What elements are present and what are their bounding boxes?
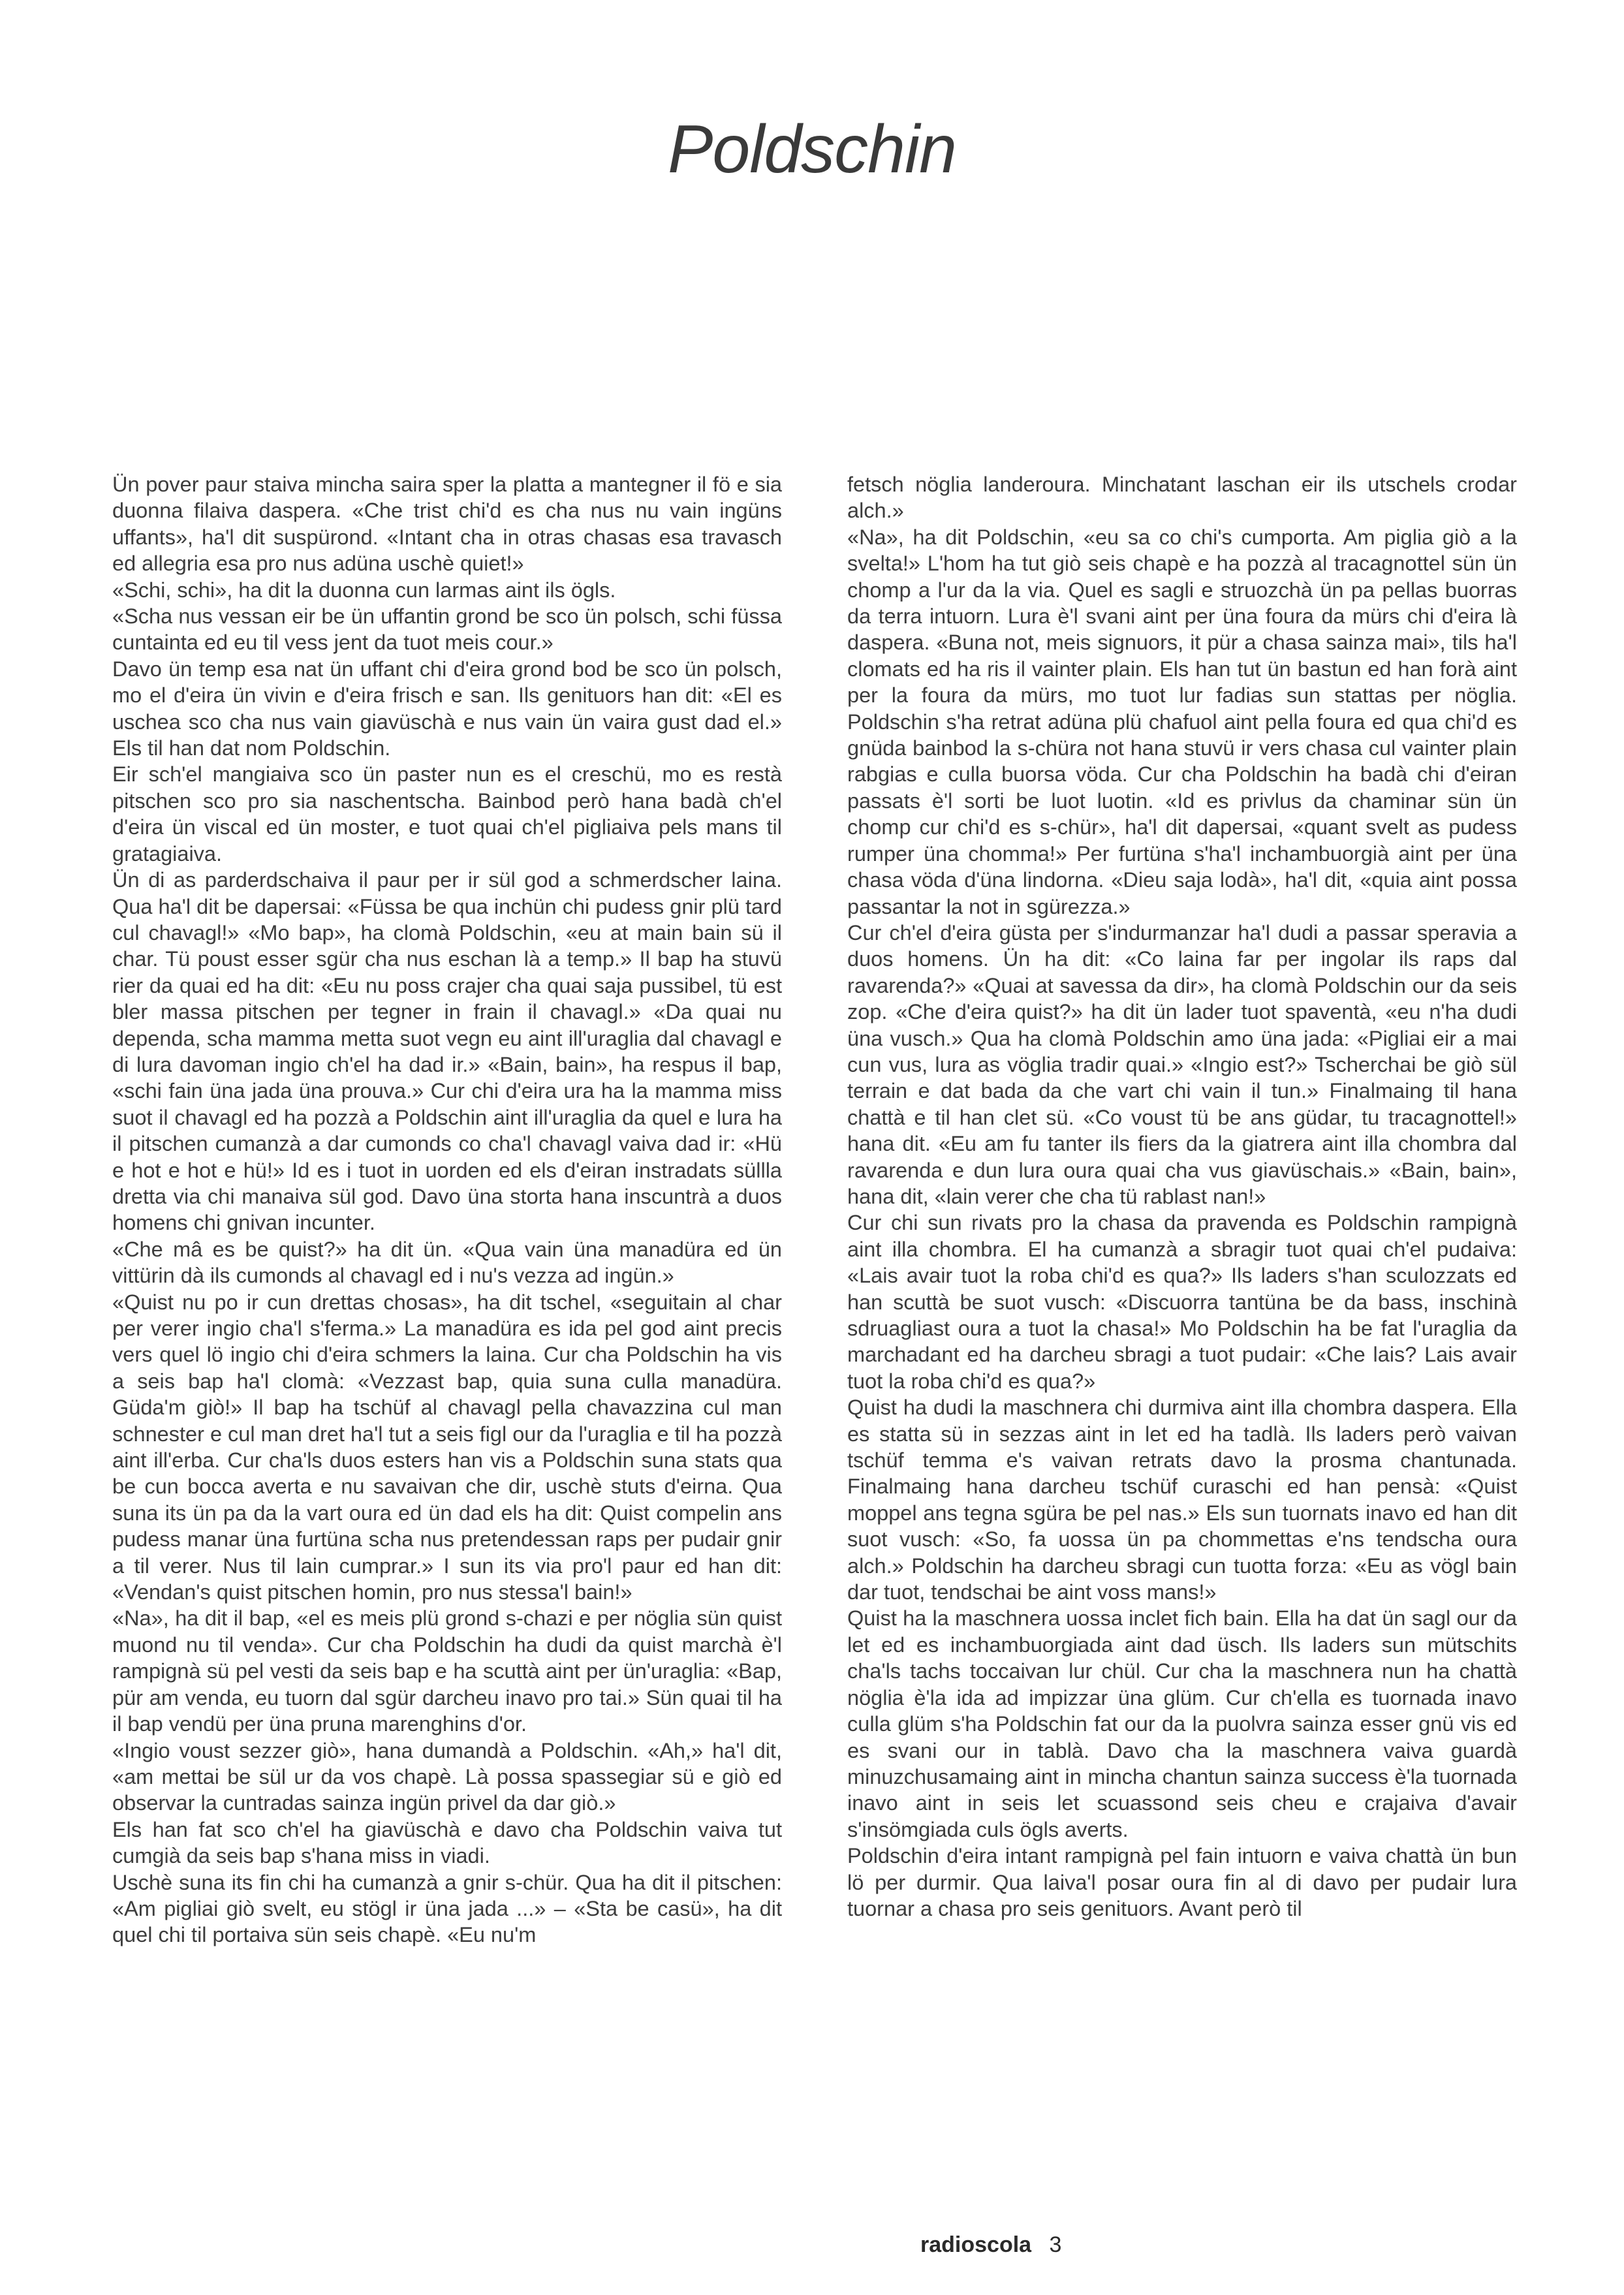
publication-name: radioscola <box>920 2232 1032 2257</box>
paragraph: Ün pover paur staiva mincha saira sper la platta a mantegner il fö e sia duonna filaiva daspera. «Che trist chi'd es cha nus nu vain ingüns uffants», ha'l dit suspürond. «Intant cha in otras chasas esa travasch ed allegria esa pro nus adüna uschè quiet!» <box>112 473 782 576</box>
paragraph: Els han fat sco ch'el ha giavüschà e davo cha Poldschin vaiva tut cumgià da seis bap s'hana miss in viadi. <box>112 1817 782 1868</box>
paragraph: «Ingio voust sezzer giò», hana dumandà a Poldschin. «Ah,» ha'l dit, «am mettai be sül ur da vos chapè. Là possa spassegiar sü e giò ed observar la cuntradas sainza ingün privel da dar giò.» <box>112 1738 782 1815</box>
paragraph: «Schi, schi», ha dit la duonna cun larmas aint ils ögls. <box>112 578 616 602</box>
paragraph: Quist ha la maschnera uossa inclet fich bain. Ella ha dat ün sagl our da let ed es inchambuorgiada aint dad üsch. Ils laders sun mütschits cha'ls tachs toccaivan lur chül. Cur cha la maschnera nun ha chattà nöglia è'la ida ad impizzar üna glüm. Cur ch'ella es tuornada inavo culla glüm s'ha Poldschin fat our da la puolvra sainza esser gnü vis ed es svani our in tablà. Davo cha la maschnera vaiva guardà minuzchusamaing aint in mincha chantun sainza success è'la tuornada inavo aint in seis let scuassond seis cheu e crajaiva d'avair s'insömgiada culs ögls averts. <box>847 1606 1517 1841</box>
paragraph: «Na», ha dit il bap, «el es meis plü grond s-chazi e per nöglia sün quist muond nu til venda». Cur cha Poldschin ha dudi da quist marchà è'l rampignà sü pel vesti da seis bap e ha scuttà aint per ün'uraglia: «Bap, pür am venda, eu tuorn dal sgür darcheu inavo pro tai.» Sün quai til ha il bap vendü per üna pruna marenghins d'or. <box>112 1606 782 1736</box>
paragraph: «Quist nu po ir cun drettas chosas», ha dit tschel, «seguitain al char per verer ingio cha'l s'ferma.» La manadüra es ida pel god aint precis vers quel lö ingio chi d'eira schmers la laina. Cur cha Poldschin ha vis a seis bap ha'l clomà: «Vezzast bap, quia suna culla manadüra. Güda'm giò!» Il bap ha tschüf al chavagl pella chavazzina cul man schnester e cul man dret ha'l tut a seis figl our da l'uraglia e til ha pozzà aint ill'erba. Cur cha'ls duos esters han vis a Poldschin suna stats qua be cun bocca averta e nu savaivan che dir, uschè stuts d'eirna. Qua suna its ün pa da la vart oura ed ün dad els ha dit: Quist compelin ans pudess manar üna furtüna scha nus pretendessan raps per pudair gnir a til verer. Nus til lain cumprar.» I sun its via pro'l paur ed han dit: «Vendan's quist pitschen homin, pro nus stessa'l bain!» <box>112 1290 782 1604</box>
page-footer <box>920 2232 1061 2258</box>
text-column-right <box>847 471 1517 1922</box>
paragraph: Eir sch'el mangiaiva sco ün paster nun es el creschü, mo es restà pitschen sco pro sia naschentscha. Bainbod però hana badà ch'el d'eira ün viscal ed ün moster, e tuot quai ch'el pigliaiva pels mans til gratagiaiva. <box>112 762 782 866</box>
paragraph: «Che mâ es be quist?» ha dit ün. «Qua vain üna manadüra ed ün vittürin dà ils cumonds al chavagl ed i nu's vezza ad ingün.» <box>112 1237 782 1288</box>
paragraph: «Na», ha dit Poldschin, «eu sa co chi's cumporta. Am piglia giò a la svelta!» L'hom ha tut giò seis chapè e ha pozzà al tracagnottel sün ün chomp a l'ur da la via. Quel es sagli e struozchà ün pa pellas buorras da terra intuorn. Lura è'l svani aint per üna foura da mürs chi d'eira là daspera. «Buna not, meis signuors, it pür a chasa sainza mai», tils ha'l clomats ed ha ris il vainter plain. Els han tut ün bastun ed han forà aint per la foura da mürs, mo tuot lur fadias sun stattas per nöglia. Poldschin s'ha retrat adüna plü chafuol aint pella foura ed qua chi'd es gnüda bainbod la s-chüra not hana stuvü ir vers chasa cul vainter plain rabgias e culla buorsa vöda. Cur cha Poldschin ha badà chi d'eiran passats è'l sorti be luot luotin. «Id es privlus da chaminar sün ün chomp cur chi'd es s-chür», ha'l dit dapersai, «quant svelt as pudess rumper üna chomma!» Per furtüna s'ha'l inchambuorgià aint per üna chasa vöda d'üna lindorna. «Dieu saja lodà», ha'l dit, «quia aint possa passantar la not in sgürezza.» <box>847 525 1517 918</box>
paragraph: Davo ün temp esa nat ün uffant chi d'eira grond bod be sco ün polsch, mo el d'eira ün vivin e d'eira frisch e san. Ils genituors han dit: «El es uschea sco cha nus vain giavüschà e nus vain ün vaira gust dad el.» Els til han dat nom Poldschin. <box>112 657 782 760</box>
paragraph: Cur ch'el d'eira güsta per s'indurmanzar ha'l dudi a passar speravia a duos homens. Ün ha dit: «Co laina far per ingolar ils raps dal ravarenda?» «Quai at savessa da dir», ha clomà Poldschin our da seis zop. «Che d'eira quist?» ha dit ün lader tuot spaventà, «eu n'ha dudi üna vusch.» Qua ha clomà Poldschin amo üna jada: «Pigliai eir a mai cun vus, lura as vöglia tradir quai.» «Ingio est?» Tscherchai be giò sül terrain e dat bada da che vart chi vain il tun.» Finalmaing til hana chattà e til han clet sü. «Co voust tü be ans güdar, tu tracagnottel!» hana dit. «Eu am fu tanter ils fiers da la giatrera aint illa chombra dal ravarenda e dun lura oura quai cha vus giavüschais.» «Bain, bain», hana dit, «lain verer che cha tü rablast nan!» <box>847 920 1517 1208</box>
paragraph: Ün di as parderdschaiva il paur per ir sül god a schmerdscher laina. Qua ha'l dit be dapersai: «Füssa be qua inchün chi pudess gnir plü tard cul chavagl!» «Mo bap», ha clomà Poldschin, «eu at main bain sü il char. Tü poust esser sgür cha nus eschan là a temp.» Il bap ha stuvü rier da quai ed ha dit: «Eu nu poss crajer cha quai saja pussibel, tü est bler massa pitschen per tegner in frain il chavagl.» «Da quai nu dependa, scha mamma metta suot vegn eu aint ill'uraglia dal chavagl e di lura davoman ingio ch'el ha dad ir.» «Bain, bain», ha respus il bap, «schi fain üna jada üna prouva.» Cur chi d'eira ura ha la mamma miss suot il chavagl ed ha pozzà a Poldschin aint ill'uraglia da quel e lura ha il pitschen cumanzà a dar cumonds co cha'l chavagl vaiva dad ir: «Hü e hot e hot e hü!» Id es i tuot in uorden ed els d'eiran instradats süllla dretta via chi manaiva sül god. Davo üna storta hana inscuntrà a duos homens chi gnivan incunter. <box>112 868 782 1235</box>
page-number: 3 <box>1049 2232 1062 2257</box>
text-column-left <box>112 471 782 1948</box>
page-title: Poldschin <box>668 112 956 187</box>
paragraph: Poldschin d'eira intant rampignà pel fain intuorn e vaiva chattà ün bun lö per durmir. Qua laiva'l posar oura fin al di davo per pudair lura tuornar a chasa pro seis genituors. Avant però til <box>847 1844 1517 1920</box>
paragraph: Uschè suna its fin chi ha cumanzà a gnir s-chür. Qua ha dit il pitschen: «Am pigliai giò svelt, eu stögl ir üna jada ...» – «Sta be casü», ha dit quel chi til portaiva sün seis chapè. «Eu nu'm <box>112 1870 782 1947</box>
paragraph: Quist ha dudi la maschnera chi durmiva aint illa chombra daspera. Ella es statta sü in sezzas aint in let ed ha tadlà. Ils laders però vaivan tschüf temma e's vaivan retrats davo la prosma chantunada. Finalmaing hana darcheu tschüf curaschi ed han pensà: «Quist moppel ans tegna sgüra be pel nas.» Els sun tuornats inavo ed han dit suot vusch: «So, fa uossa ün pa chommettas e'ns tendscha oura alch.» Poldschin ha darcheu sbragi cun tuotta forza: «Eu as vögl bain dar tuot, tendschai be aint voss mans!» <box>847 1396 1517 1604</box>
paragraph: «Scha nus vessan eir be ün uffantin grond be sco ün polsch, schi füssa cuntainta ed eu til vess jent da tuot meis cour.» <box>112 604 782 655</box>
paragraph: Cur chi sun rivats pro la chasa da pravenda es Poldschin rampignà aint illa chombra. El ha cumanzà a sbragir tuot quai ch'el pudaiva: «Lais avair tuot la roba chi'd es qua?» Ils laders s'han sculozzats ed han scuttà be suot vusch: «Discuorra tantüna be da bass, inschinà sdruagliast oura a tuot la chasa!» Mo Poldschin ha be fat l'uraglia da marchadant ed ha darcheu sbragi a tuot pudair: «Che lais? Lais avair tuot la roba chi'd es qua?» <box>847 1211 1517 1393</box>
paragraph: fetsch nöglia landeroura. Minchatant laschan eir ils utschels crodar alch.» <box>847 473 1517 523</box>
